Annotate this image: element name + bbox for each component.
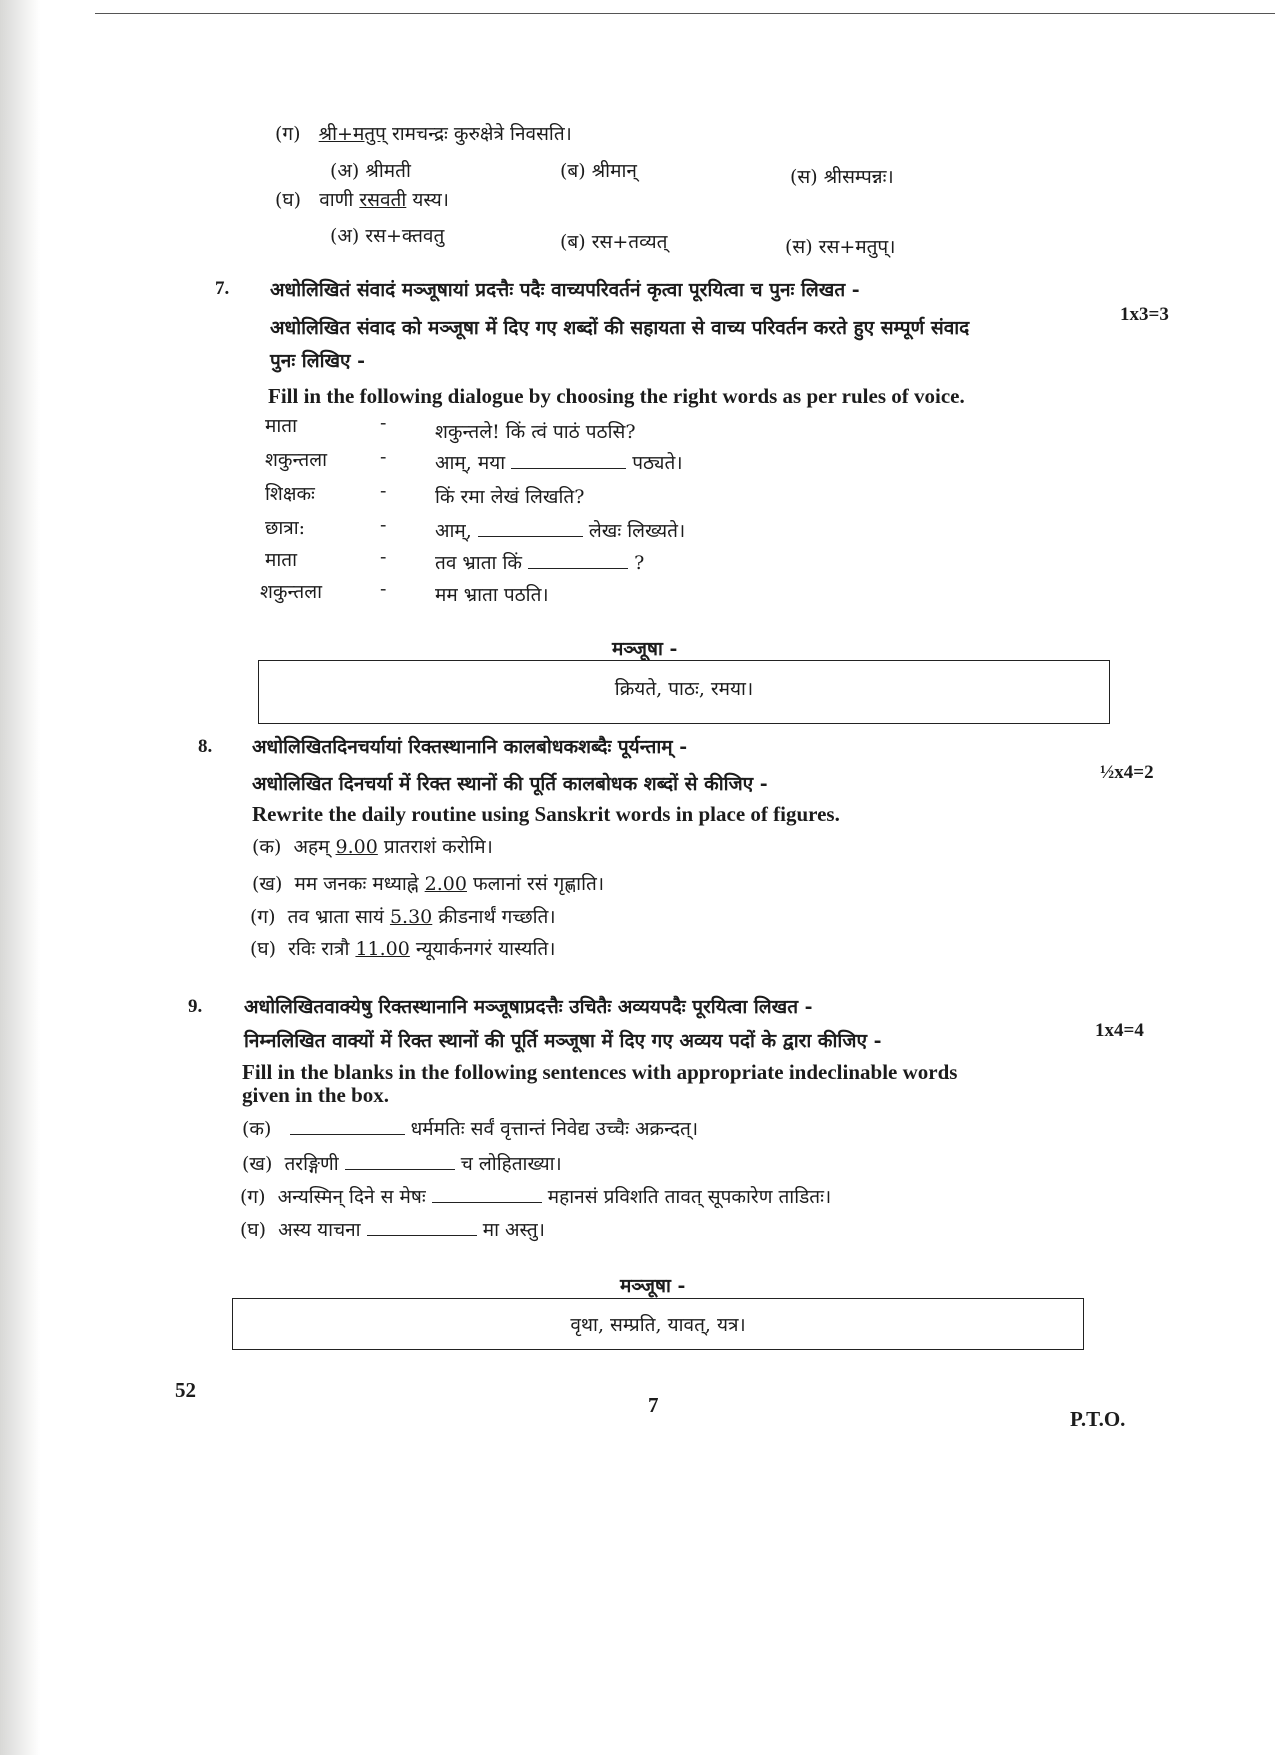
dialogue-dash: - <box>380 480 387 502</box>
paper-code: 52 <box>175 1378 196 1402</box>
dialogue-line: किं रमा लेखं लिखति? <box>435 486 585 508</box>
q9-box-title: मञ्जूषा - <box>620 1275 686 1297</box>
answer-blank[interactable] <box>432 1186 542 1203</box>
q9-item: (ख) तरङ्गिणी च लोहिताख्या। <box>242 1153 562 1175</box>
dialogue-dash: - <box>380 446 387 468</box>
q8-english-instruction: Rewrite the daily routine using Sanskrit words in place of figures. <box>252 802 840 826</box>
q6-gha-question: (घ) वाणी रसवती यस्य। <box>275 189 449 211</box>
q9-sanskrit-instruction: अधोलिखितवाक्येषु रिक्तस्थानानि मञ्जूषाप्रदत्तैः उचितैः अव्ययपदैः पूरयित्वा लिखत - <box>244 996 813 1018</box>
dialogue-dash: - <box>380 412 387 434</box>
q7-hindi-instruction-2: पुनः लिखिए - <box>270 350 366 372</box>
dialogue-speaker: माता <box>265 549 298 571</box>
q6-ga-question: (ग) श्री+मतुप् रामचन्द्रः कुरुक्षेत्रे निवसति। <box>275 123 572 145</box>
q6-gha-option-b: (ब) रस+तव्यत् <box>560 231 668 253</box>
q7-word-box <box>258 660 1110 724</box>
dialogue-line: मम भ्राता पठति। <box>435 584 549 606</box>
q9-word-box <box>232 1298 1084 1350</box>
dialogue-line: आम्, लेखः लिख्यते। <box>435 520 686 542</box>
dialogue-speaker: शकुन्तला <box>265 449 327 471</box>
q9-box-words: वृथा, सम्प्रति, यावत्, यत्र। <box>570 1314 746 1336</box>
q8-item: (ख) मम जनकः मध्याह्ने 2.00 फलानां रसं गृह्णाति। <box>252 873 605 895</box>
q8-sanskrit-instruction: अधोलिखितदिनचर्यायां रिक्तस्थानानि कालबोधकशब्दैः पूर्यन्ताम् - <box>252 736 688 758</box>
q8-hindi-instruction: अधोलिखित दिनचर्या में रिक्त स्थानों की पूर्ति कालबोधक शब्दों से कीजिए - <box>252 773 768 795</box>
dialogue-line: आम्, मया पठ्यते। <box>435 452 683 474</box>
answer-blank[interactable] <box>478 520 583 537</box>
q7-box-title: मञ्जूषा - <box>612 638 678 660</box>
q7-sanskrit-instruction: अधोलिखितं संवादं मञ्जूषायां प्रदत्तैः पदैः वाच्यपरिवर्तनं कृत्वा पूरयित्वा च पुनः लिखत - <box>270 279 860 301</box>
q9-english-instruction-1: Fill in the blanks in the following sentences with appropriate indeclinable words <box>242 1060 958 1084</box>
answer-blank[interactable] <box>528 552 628 569</box>
dialogue-speaker: माता <box>265 415 298 437</box>
dialogue-line: शकुन्तले! किं त्वं पाठं पठसि? <box>435 421 636 443</box>
q6-ga-option-b: (ब) श्रीमान् <box>560 160 637 182</box>
answer-blank[interactable] <box>367 1219 477 1236</box>
answer-blank[interactable] <box>290 1118 405 1135</box>
q7-number: 7. <box>215 278 230 299</box>
q8-number: 8. <box>198 736 213 757</box>
q9-english-instruction-2: given in the box. <box>242 1083 390 1107</box>
dialogue-dash: - <box>380 546 387 568</box>
pto-label: P.T.O. <box>1070 1407 1126 1431</box>
q9-item: (ग) अन्यस्मिन् दिने स मेषः महानसं प्रविशति तावत् सूपकारेण ताडितः। <box>240 1186 832 1208</box>
scan-edge-shadow <box>0 0 40 1755</box>
q8-marks: ½x4=2 <box>1100 762 1154 783</box>
answer-blank[interactable] <box>345 1153 455 1170</box>
dialogue-dash: - <box>380 578 387 600</box>
dialogue-speaker: शिक्षकः <box>265 483 315 505</box>
q9-item: (घ) अस्य याचना मा अस्तु। <box>240 1219 545 1241</box>
q7-english-instruction: Fill in the following dialogue by choosing the right words as per rules of voice. <box>268 384 965 408</box>
q6-ga-option-c: (स) श्रीसम्पन्नः। <box>790 166 894 188</box>
q7-marks: 1x3=3 <box>1120 304 1169 325</box>
dialogue-line: तव भ्राता किं ? <box>435 552 645 574</box>
top-rule <box>95 13 1275 14</box>
q7-box-words: क्रियते, पाठः, रमया। <box>614 678 754 700</box>
q9-item: (क) धर्ममतिः सर्वं वृत्तान्तं निवेद्य उच्चैः अक्रन्दत्। <box>242 1118 699 1140</box>
q9-hindi-instruction: निम्नलिखित वाक्यों में रिक्त स्थानों की पूर्ति मञ्जूषा में दिए गए अव्यय पदों के द्वारा कीजिए - <box>244 1030 882 1052</box>
q8-item: (घ) रविः रात्रौ 11.00 न्यूयार्कनगरं यास्यति। <box>250 938 556 960</box>
q7-hindi-instruction-1: अधोलिखित संवाद को मञ्जूषा में दिए गए शब्दों की सहायता से वाच्य परिवर्तन करते हुए सम्पूर्ण संवाद <box>270 317 970 339</box>
q9-number: 9. <box>188 996 203 1017</box>
q8-item: (ग) तव भ्राता सायं 5.30 क्रीडनार्थं गच्छति। <box>250 906 556 928</box>
q9-marks: 1x4=4 <box>1095 1020 1144 1041</box>
page-number: 7 <box>648 1393 659 1417</box>
q6-gha-option-a: (अ) रस+क्तवतु <box>330 225 445 247</box>
dialogue-speaker: छात्रा: <box>265 517 306 539</box>
q6-ga-option-a: (अ) श्रीमती <box>330 160 411 182</box>
dialogue-speaker: शकुन्तला <box>260 581 322 603</box>
dialogue-dash: - <box>380 514 387 536</box>
q8-item: (क) अहम् 9.00 प्रातराशं करोमि। <box>252 836 493 858</box>
q6-gha-option-c: (स) रस+मतुप्। <box>785 236 896 258</box>
answer-blank[interactable] <box>511 452 626 469</box>
